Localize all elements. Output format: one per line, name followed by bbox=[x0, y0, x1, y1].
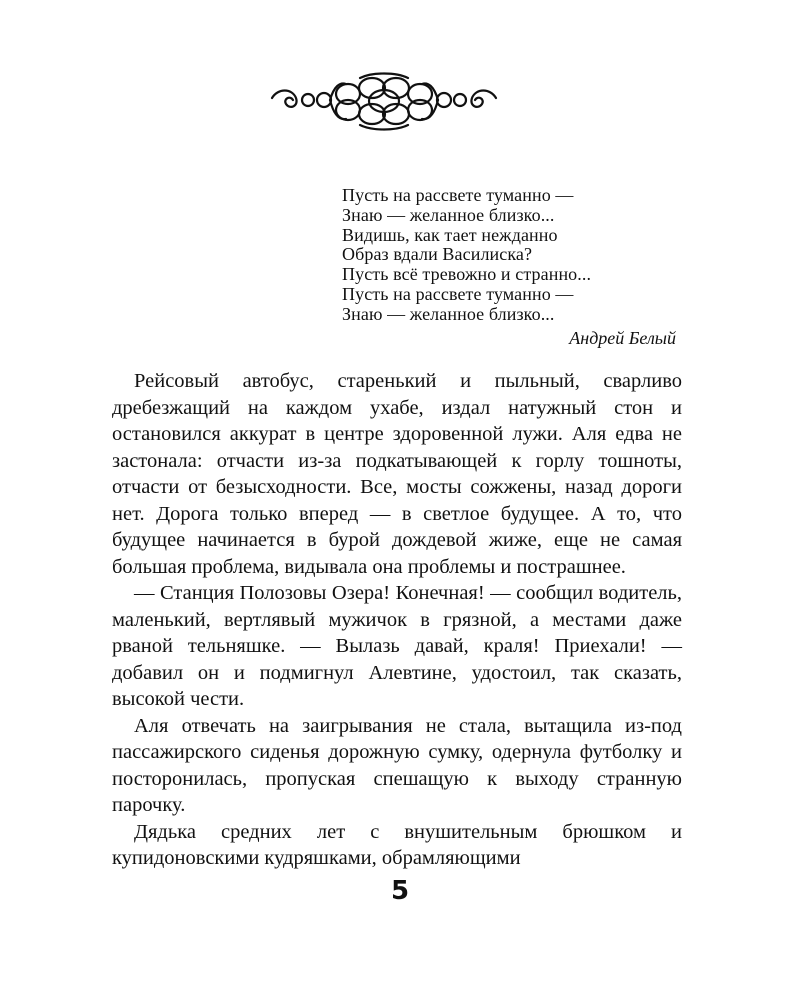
epigraph-line: Знаю — желанное близко... bbox=[342, 204, 555, 225]
epigraph-author: Андрей Белый bbox=[569, 327, 676, 348]
paragraph: Рейсовый автобус, старенький и пыльный, сварливо дребезжащий на каждом ухабе, издал натужный стон и остановился аккурат в центре здоровенной лужи. Аля едва не застонала: отчасти из-за подкатывающей к горлу тошноты, отчасти от безысходности. Все, мосты сожжены, назад дороги нет. Дорога только вперед — в светлое будущее. А то, что будущее начинается в бурой дождевой жиже, еще не самая большая проблема, видывала она проблемы и пострашнее. bbox=[112, 370, 682, 578]
body-text bbox=[112, 368, 682, 872]
epigraph-line: Пусть на рассвете туманно — bbox=[342, 185, 574, 205]
ornament-divider bbox=[268, 70, 500, 132]
paragraph: — Станция Полозовы Озера! Конечная! — сообщил водитель, маленький, вертлявый мужичок в грязной, а местами даже рваной тельняшке. — Вылазь давай, краля! Приехали! — добавил он и подмигнул Алевтине, удостоил, так сказать, высокой чести. bbox=[112, 582, 682, 710]
page-number: 5 bbox=[390, 876, 410, 906]
epigraph-line: Видишь, как тает нежданно bbox=[342, 224, 558, 245]
epigraph bbox=[342, 186, 678, 349]
epigraph-line: Пусть на рассвете туманно — bbox=[342, 283, 574, 304]
paragraph: Аля отвечать на заигрывания не стала, вытащила из-под пассажирского сиденья дорожную сумку, одернула футболку и посторонилась, пропуская спешащую к выходу странную парочку. bbox=[112, 714, 682, 816]
epigraph-line: Знаю — желанное близко... bbox=[342, 303, 555, 324]
epigraph-line: Образ вдали Василиска? bbox=[342, 244, 533, 265]
epigraph-line: Пусть всё тревожно и странно... bbox=[342, 264, 592, 285]
paragraph: Дядька средних лет с внушительным брюшком и купидоновскими кудряшками, обрамляющими bbox=[112, 820, 682, 869]
